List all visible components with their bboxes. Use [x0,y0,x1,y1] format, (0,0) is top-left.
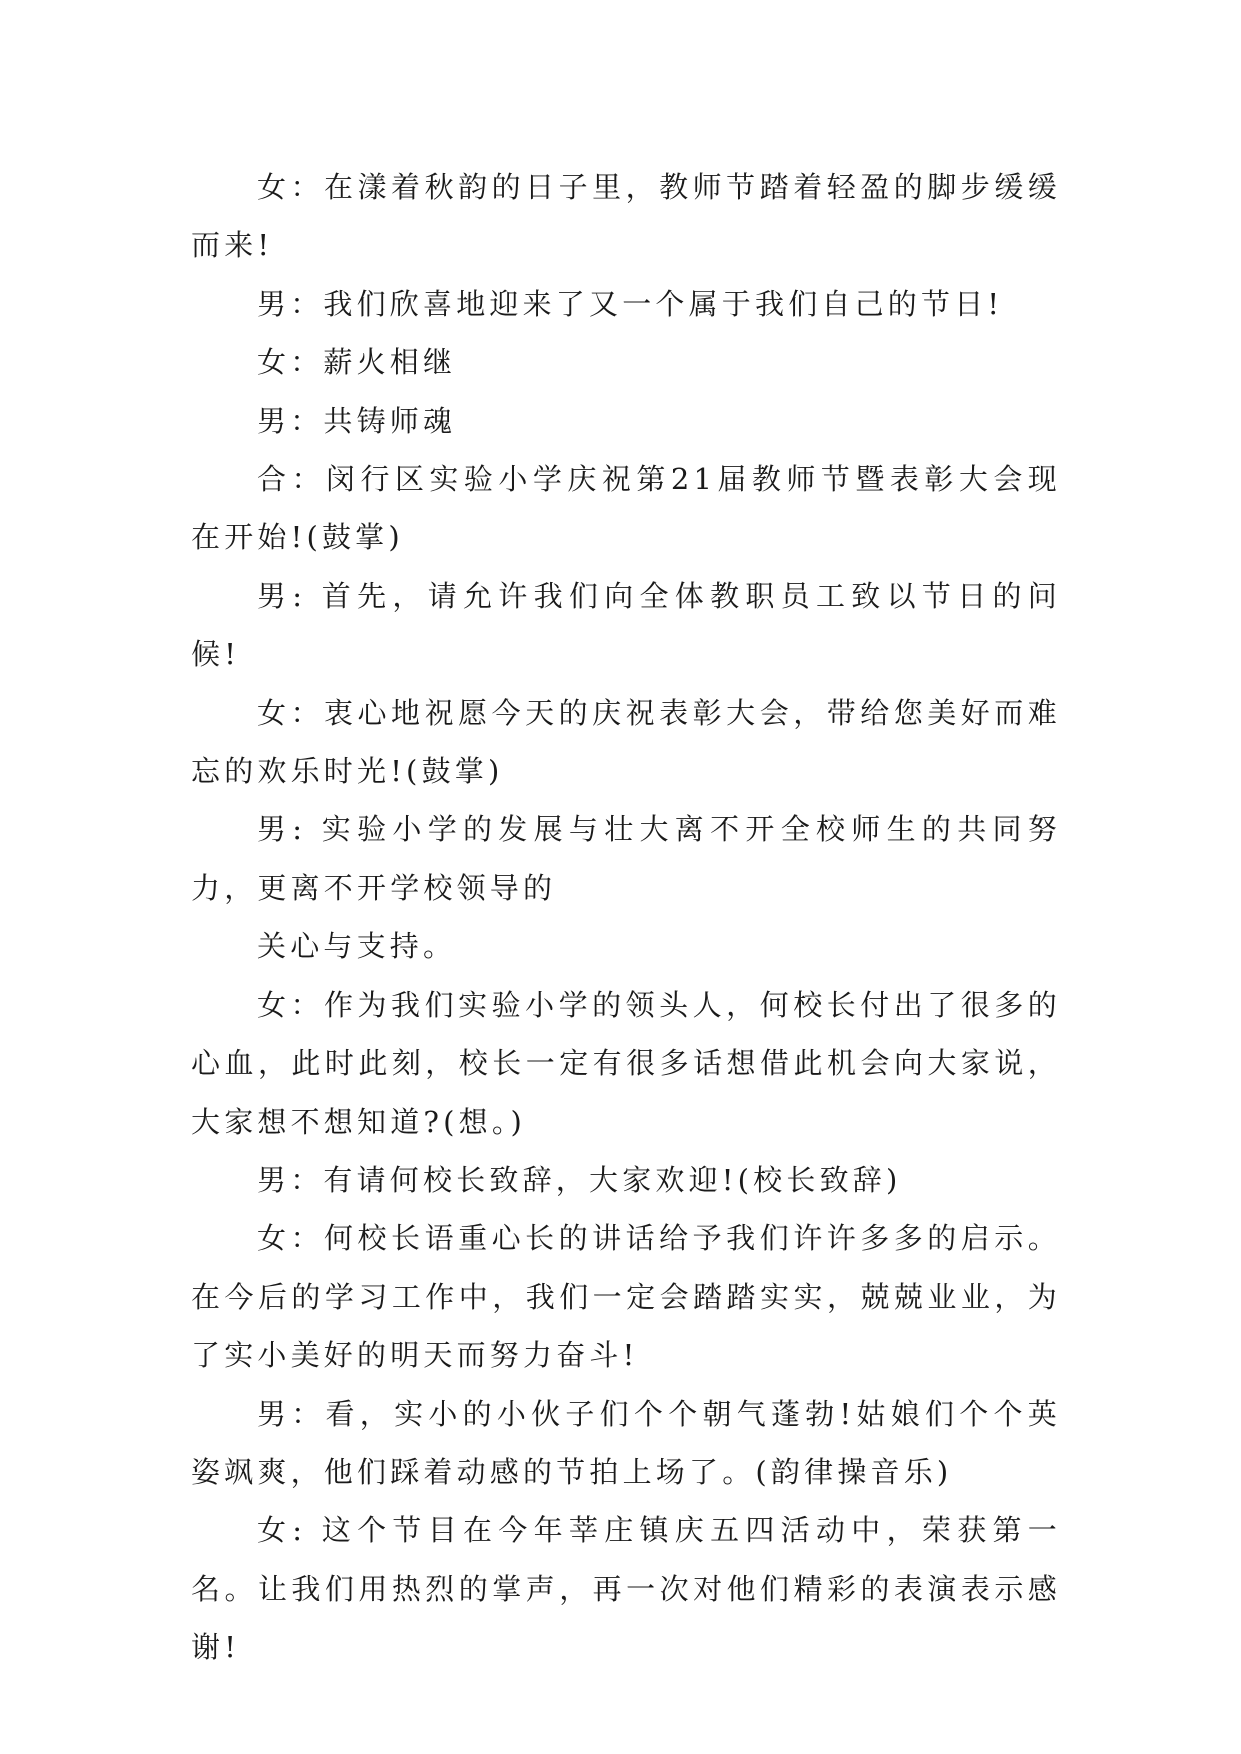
paragraph-6: 男: 首先，请允许我们向全体教职员工致以节日的问候! [191,578,1061,672]
paragraph-11: 男：有请何校长致辞，大家欢迎!(校长致辞) [257,1162,902,1197]
paragraph-9: 关心与支持。 [257,929,457,964]
paragraph-10: 女：作为我们实验小学的领头人，何校长付出了很多的心血，此时此刻，校长一定有很多话想借此机会向大家说，大家想不想知道?(想。) [191,987,1061,1139]
paragraph-5: 合：闵行区实验小学庆祝第21届教师节暨表彰大会现在开始!(鼓掌) [191,462,1061,555]
document-body [191,158,1061,1677]
paragraph-14: 女: 这个节目在今年莘庄镇庆五四活动中，荣获第一名。让我们用热烈的掌声，再一次对他们精彩的表演表示感谢! [191,1513,1061,1665]
paragraph-2: 男：我们欣喜地迎来了又一个属于我们自己的节日! [257,286,1004,321]
paragraph-12: 女：何校长语重心长的讲话给予我们许许多多的启示。在今后的学习工作中，我们一定会踏踏实实，兢兢业业，为了实小美好的明天而努力奋斗! [191,1221,1061,1373]
paragraph-7: 女：衷心地祝愿今天的庆祝表彰大会，带给您美好而难忘的欢乐时光!(鼓掌) [191,695,1061,789]
paragraph-1: 女：在漾着秋韵的日子里，教师节踏着轻盈的脚步缓缓而来! [191,170,1061,263]
paragraph-3: 女：薪火相继 [257,345,457,380]
paragraph-8: 男: 实验小学的发展与壮大离不开全校师生的共同努力，更离不开学校领导的 [191,812,1061,905]
paragraph-4: 男：共铸师魂 [257,403,457,438]
paragraph-13: 男：看，实小的小伙子们个个朝气蓬勃!姑娘们个个英姿飒爽，他们踩着动感的节拍上场了。(韵律操音乐) [191,1396,1061,1489]
